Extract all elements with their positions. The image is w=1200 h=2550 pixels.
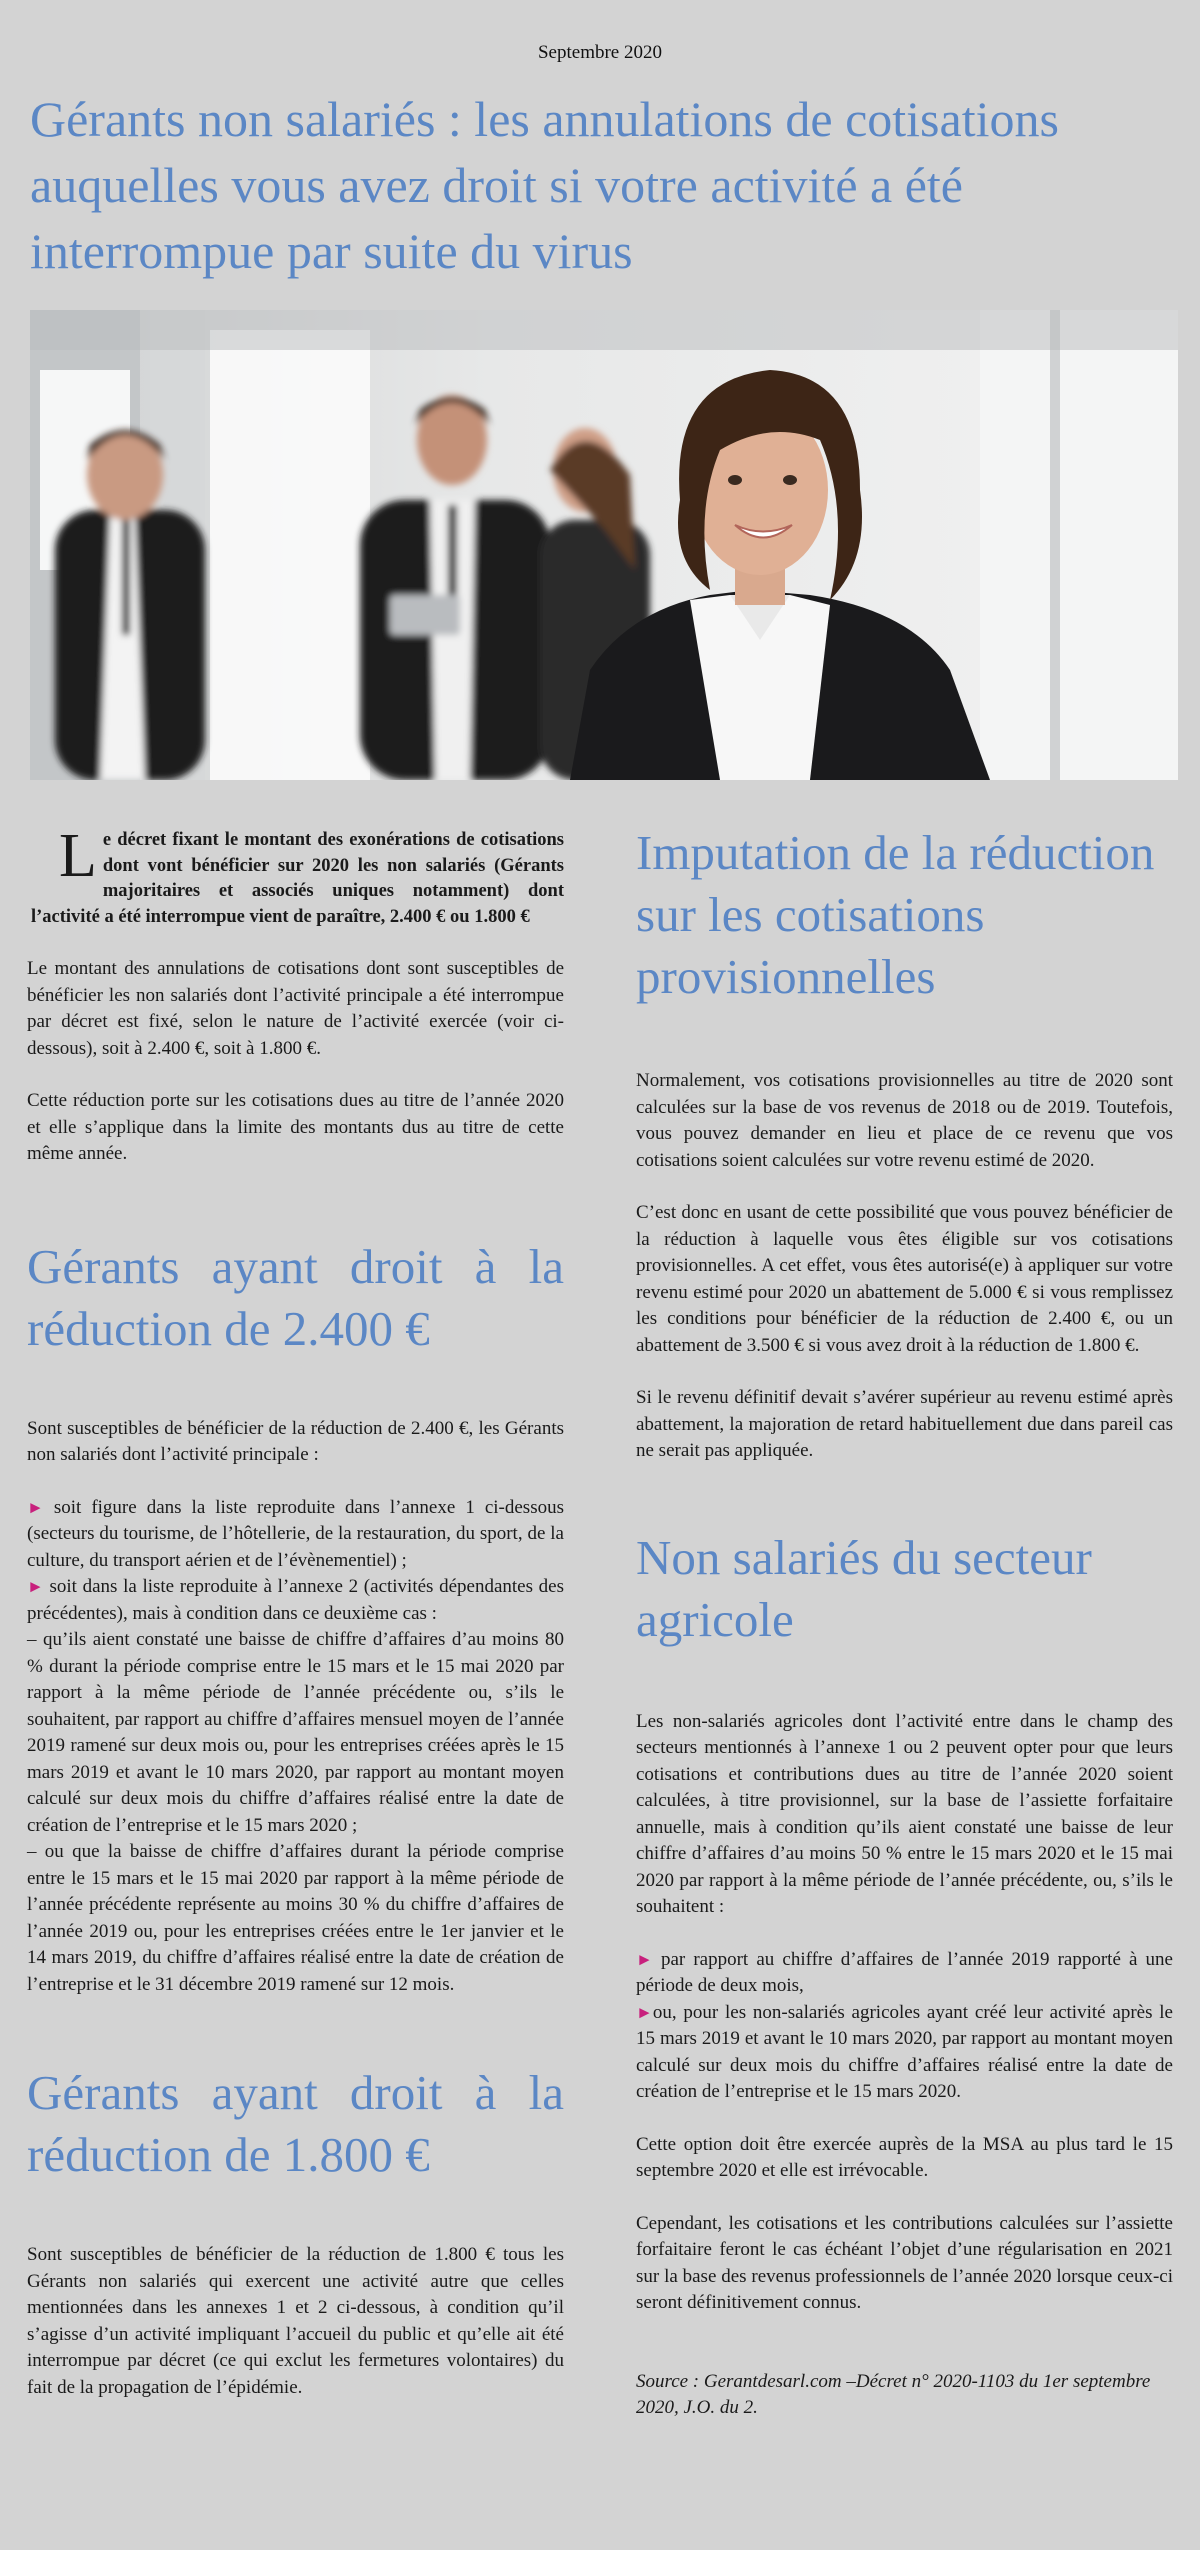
bullet-text: soit figure dans la liste reproduite dans l’annexe 1 ci-dessous (secteurs du tourisme, de l’hôtellerie, de la restauration, du sport, de la culture, du transport aérien et de l’évènementiel) ; xyxy=(27,1496,564,1571)
paragraph: Cependant, les cotisations et les contributions calculées sur l’assiette forfaitaire feront le cas échéant l’objet d’une régularisation en 2021 sur la base des revenus professionnels de l’année 2020 lorsque ceux-ci seront définitivement connus. xyxy=(636,2212,1173,2313)
paragraph: Normalement, vos cotisations provisionnelles au titre de 2020 sont calculées sur la base de vos revenus de 2018 ou de 2019. Toutefois, vous pouvez demander en lieu et place de ce revenu que vos cotisations soient calculées sur votre revenu estimé de 2020. xyxy=(636,1070,1173,1171)
drop-cap: L xyxy=(59,822,97,890)
bullet-arrow-icon: ► xyxy=(27,1497,44,1517)
bullet-text: soit dans la liste reproduite à l’annexe 2 (activités dépendantes des précédentes), mais à condition dans ce deuxième cas : xyxy=(27,1576,564,1624)
dash-item: – ou que la baisse de chiffre d’affaires durant la période comprise entre le 15 mars et le 15 mai 2020 par rapport à la même période de l’année précédente représente au moins 30 % du chiffre d’affaires de l’année 2019 ou, pour les entreprises créées entre le 1er janvier et le 14 mars 2019, du chiffre d’affaires réalisé entre la date de création de l’entreprise et le 31 décembre 2019 ramené sur 12 mois. xyxy=(27,1841,564,1995)
paragraph: Les non-salariés agricoles dont l’activité entre dans le champ des secteurs mentionnés à l’annexe 1 ou 2 peuvent opter pour que leurs cotisations et contributions dues au titre de l’année 2020 soient calculées, à titre provisionnel, sur la base de l’assiette forfaitaire annuelle, mais à condition qu’ils aient constaté une baisse de leur chiffre d’affaires d’au moins 50 % entre le 15 mars 2020 et le 15 mai 2020 par rapport à la même période de l’année précédente, ou, s’ils le souhaitent : xyxy=(636,1710,1173,1917)
bullet-item xyxy=(636,2000,1173,2106)
paragraph: Sont susceptibles de bénéficier de la réduction de 2.400 €, les Gérants non salariés dont l’activité principale : xyxy=(27,1417,564,1465)
bullet-arrow-icon: ► xyxy=(636,1949,653,1969)
paragraph: Sont susceptibles de bénéficier de la réduction de 1.800 € tous les Gérants non salariés qui exercent une activité autre que celles mentionnées dans les annexes 1 et 2 ci-dessous, à condition qu’il s’agisse d’un activité impliquant l’accueil du public et qu’elle ait été interrompue par décret (ce qui exclut les fermetures volontaires) du fait de la propagation de l’épidémie. xyxy=(27,2244,564,2398)
dash-item: – qu’ils aient constaté une baisse de chiffre d’affaires d’au moins 80 % durant la période comprise entre le 15 mars et le 15 mai 2020 par rapport à la même période de l’année précédente ou, s’ils le souhaitent, par rapport au chiffre d’affaires mensuel moyen de l’année 2019 ramené sur deux mois ou, pour les entreprises créées après le 15 mars 2019 et avant le 10 mars 2020, par rapport au montant moyen calculé sur deux mois du chiffre d’affaires réalisé entre la date de création de l’entreprise et le 15 mars 2020 ; xyxy=(27,1629,564,1836)
bullet-arrow-icon: ► xyxy=(636,2002,653,2022)
right-column xyxy=(636,822,1173,2422)
paragraph: Cette réduction porte sur les cotisations dues au titre de l’année 2020 et elle s’applique dans la limite des montants dus au titre de cette même année. xyxy=(27,1090,564,1164)
bullet-text: ou, pour les non-salariés agricoles ayant créé leur activité après le 15 mars 2019 et avant le 10 mars 2020, par rapport au montant moyen calculé sur deux mois du chiffre d’affaires réalisé entre la date de création de l’entreprise et le 15 mars 2020. xyxy=(636,2001,1173,2102)
hero-photo xyxy=(30,310,1178,780)
section-title-1800: Gérants ayant droit à la réduction de 1.800 € xyxy=(27,2065,564,2182)
paragraph: C’est donc en usant de cette possibilité que vous pouvez bénéficier de la réduction à laquelle vous êtes éligible sur vos cotisations provisionnelles. A cet effet, vous êtes autorisé(e) à appliquer sur votre revenu estimé pour 2020 un abattement de 5.000 € si vous remplissez les conditions pour bénéficier de la réduction de 2.400 €, ou un abattement de 3.500 € si vous avez droit à la réduction de 1.800 €. xyxy=(636,1202,1173,1356)
bullet-text: par rapport au chiffre d’affaires de l’année 2019 rapporté à une période de deux mois, xyxy=(636,1948,1173,1996)
bullet-item xyxy=(27,1574,564,1627)
paragraph: Le montant des annulations de cotisations dont sont susceptibles de bénéficier les non salariés dont l’activité principale a été interrompue par décret est fixé, selon le nature de l’activité exercée (voir ci-dessous), soit à 2.400 €, soit à 1.800 €. xyxy=(27,958,564,1059)
intro-text: e décret fixant le montant des exonérations de cotisations dont vont bénéficier sur 2020 les non salariés (Gérants majoritaires et associés uniques notamment) dont l’activité a été interrompue vient de paraître, 2.400 € ou 1.800 € xyxy=(31,830,564,927)
intro-paragraph xyxy=(27,822,564,930)
section-title-2400: Gérants ayant droit à la réduction de 2.400 € xyxy=(27,1238,564,1356)
paragraph: Si le revenu définitif devait s’avérer supérieur au revenu estimé après abattement, la majoration de retard habituellement due dans pareil cas ne serait pas appliquée. xyxy=(636,1387,1173,1461)
bullet-item xyxy=(636,1947,1173,2000)
bullet-item xyxy=(27,1495,564,1575)
section-title-agricole: Non salariés du secteur agricole xyxy=(636,1529,1092,1647)
source-citation: Source : Gerantdesarl.com –Décret n° 2020-1103 du 1er septembre 2020, J.O. du 2. xyxy=(636,2370,1151,2418)
paragraph: Cette option doit être exercée auprès de la MSA au plus tard le 15 septembre 2020 et elle est irrévocable. xyxy=(636,2133,1173,2181)
issue-date: Septembre 2020 xyxy=(537,42,662,63)
left-column xyxy=(27,822,564,2401)
bullet-arrow-icon: ► xyxy=(27,1577,44,1596)
business-people-photo-icon xyxy=(30,310,1178,780)
section-title-imputation: Imputation de la réduction sur les cotisations provisionnelles xyxy=(636,825,1155,1004)
page-title: Gérants non salariés : les annulations de cotisations auquelles vous avez droit si votre activité a été interrompue par suite du virus xyxy=(30,91,1059,279)
